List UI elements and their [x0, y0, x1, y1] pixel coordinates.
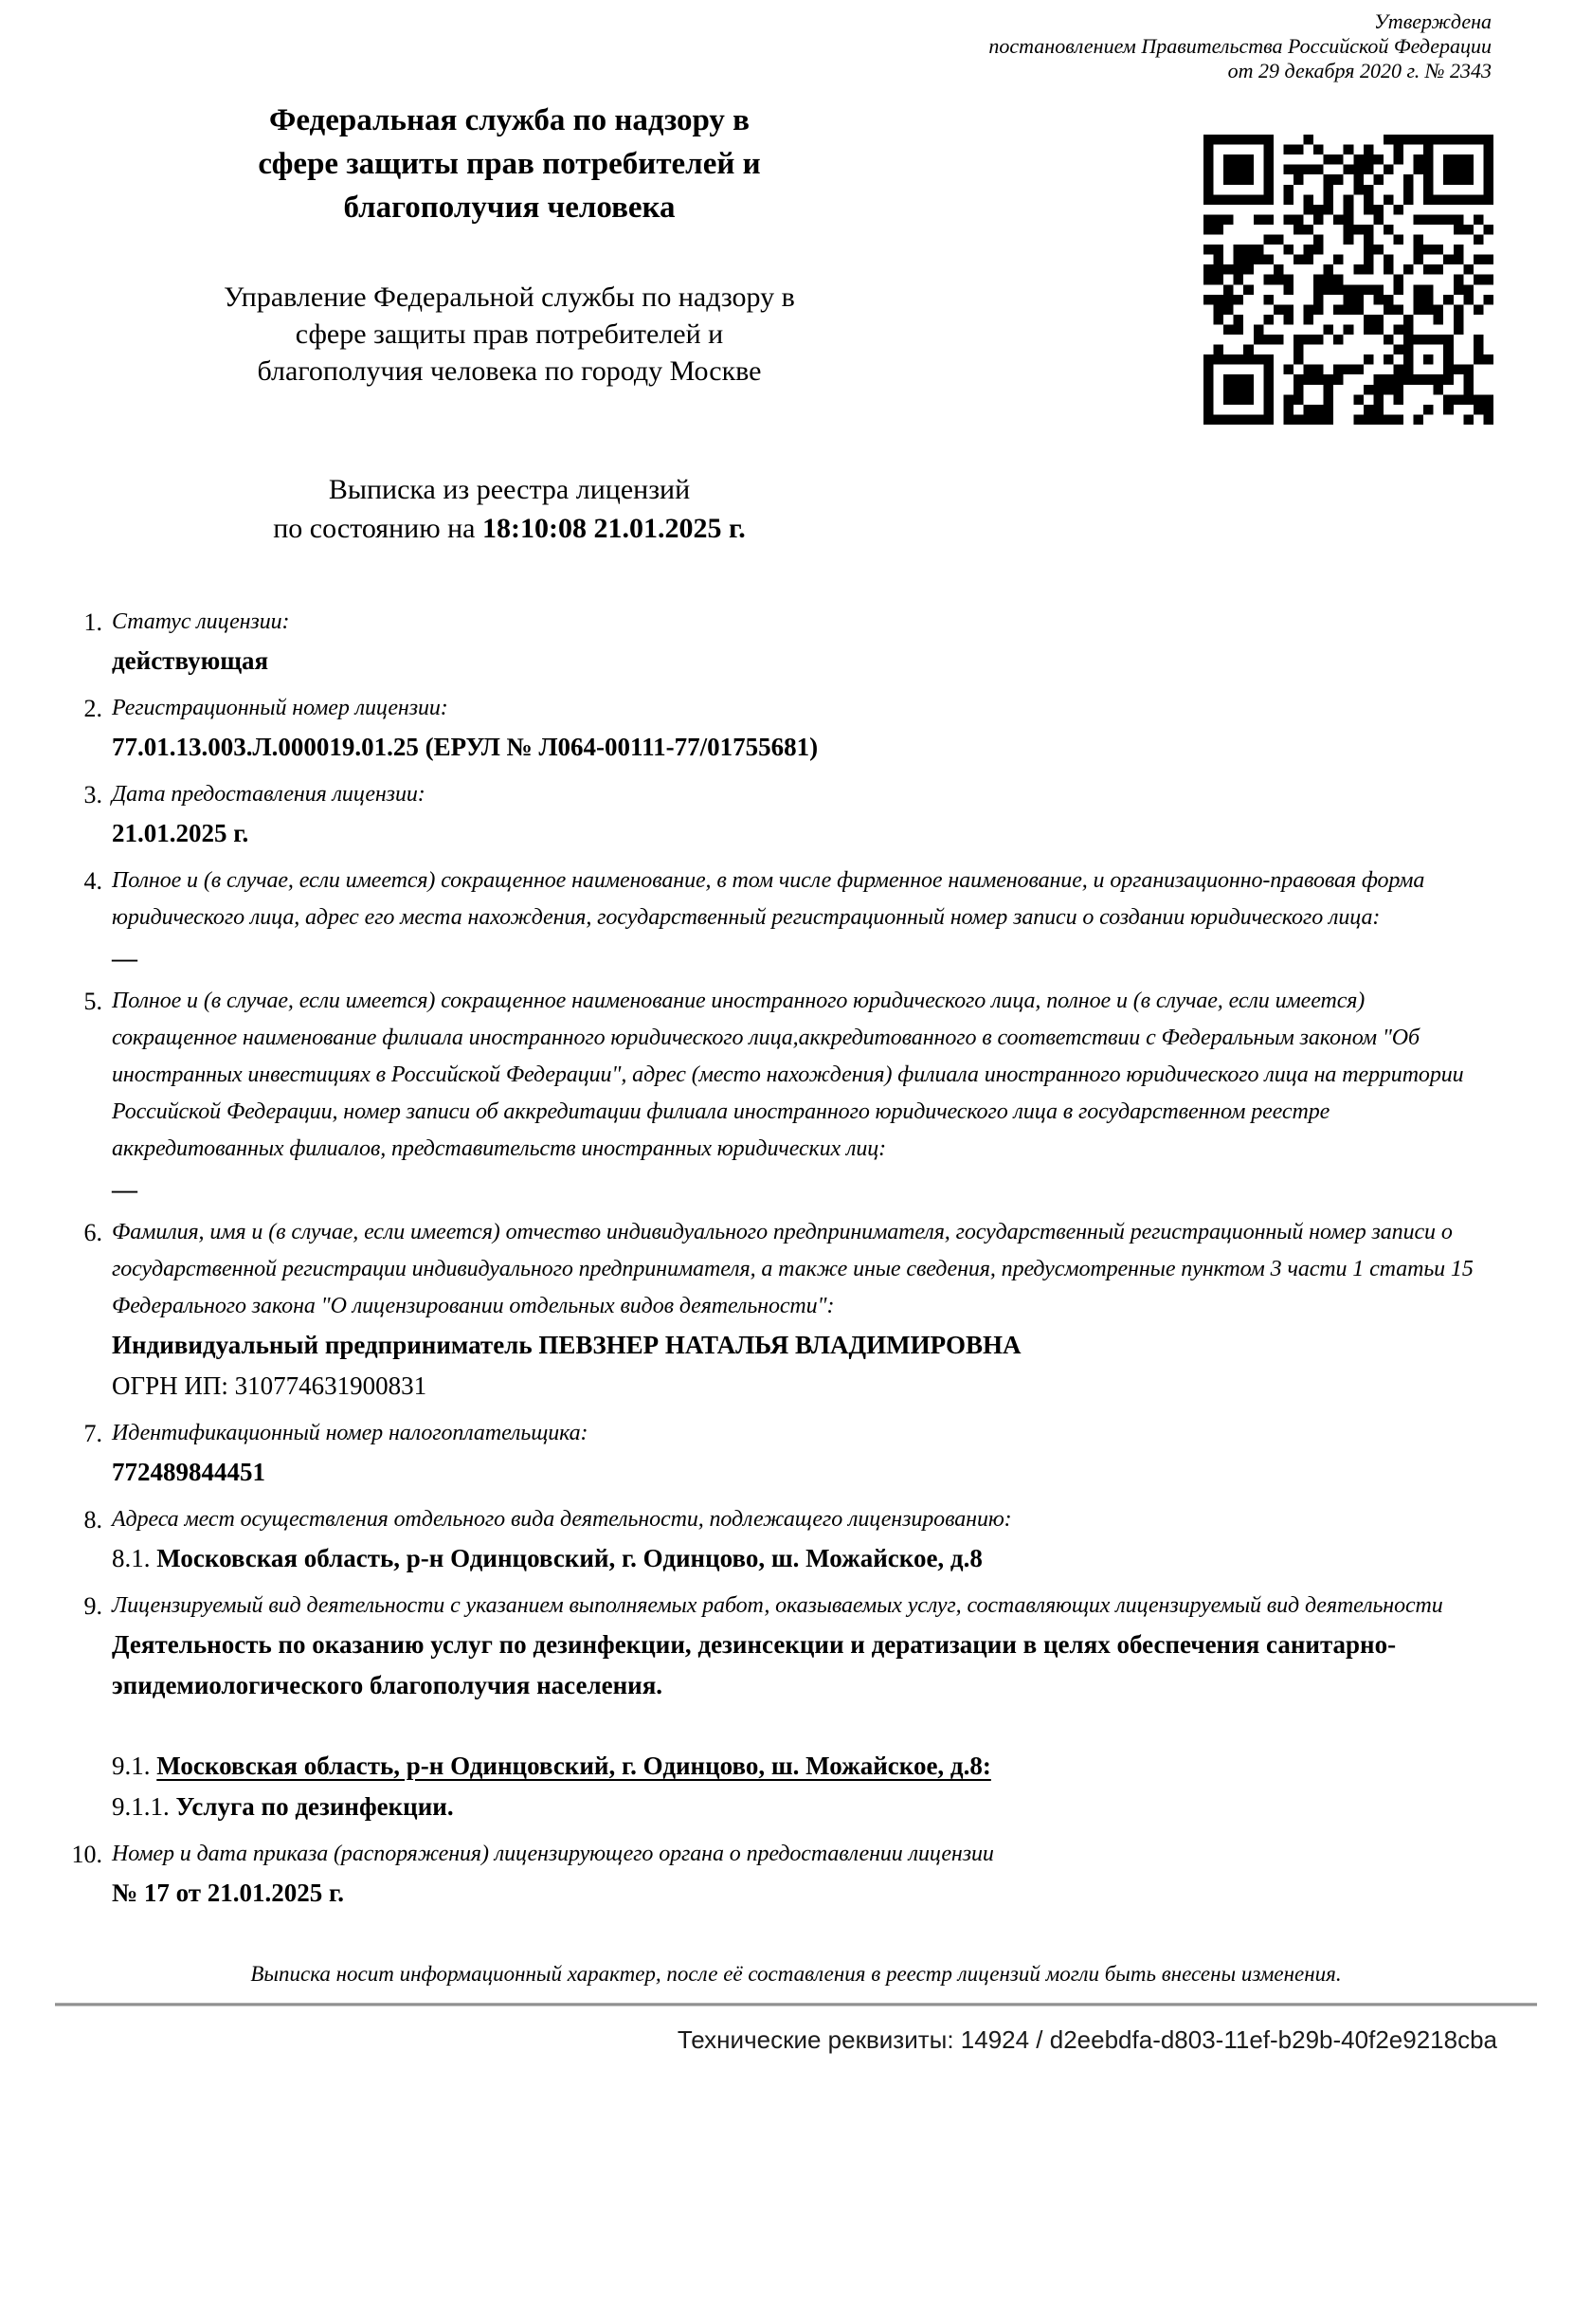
item-label: Лицензируемый вид деятельности с указанием выполняемых работ, оказываемых услуг, составляющих лицензируемый вид деятельности — [112, 1593, 1443, 1618]
item-label: Адреса мест осуществления отдельного вида деятельности, подлежащего лицензированию: — [112, 1507, 1012, 1532]
text-line: от 29 декабря 2020 г. № 2343 — [1227, 59, 1492, 82]
item-body — [112, 1501, 1493, 1579]
item-body — [112, 1836, 1493, 1914]
item-value-index: 9.1. — [112, 1752, 157, 1780]
item-value-text: Услуга по дезинфекции. — [175, 1792, 454, 1821]
item-number: 8. — [83, 1506, 102, 1534]
text-line: постановлением Правительства Российской Федерации — [988, 34, 1492, 58]
item-value-text: — — [112, 944, 137, 972]
item-number: 9. — [83, 1592, 102, 1620]
item-value — [112, 641, 1493, 681]
item-4 — [59, 862, 1493, 974]
item-number: 2. — [83, 695, 102, 722]
document-header — [81, 99, 938, 549]
item-value — [112, 1873, 1493, 1914]
item-9 — [59, 1588, 1493, 1827]
item-value — [112, 942, 1493, 974]
item-10 — [59, 1836, 1493, 1914]
agency-title — [81, 99, 938, 229]
footer-divider — [55, 2003, 1537, 2006]
item-7 — [59, 1415, 1493, 1493]
informational-note: Выписка носит информационный характер, после её составления в реестр лицензий могли быть внесены изменения. — [250, 1962, 1342, 1986]
item-number: 7. — [83, 1420, 102, 1447]
item-value-text: № 17 от 21.01.2025 г. — [112, 1879, 345, 1907]
document-title: Выписка из реестра лицензий — [328, 474, 691, 505]
item-number: 3. — [83, 781, 102, 808]
text-line: сфере защиты прав потребителей и — [295, 318, 724, 350]
item-value — [112, 813, 1493, 854]
item-body — [112, 983, 1493, 1206]
item-label: Полное и (в случае, если имеется) сокращенное наименование иностранного юридического лица, полное и (в случае, если имеется) сокращенное наименование филиала иностранного юридического лица,аккредитованного в соответствии с Федеральным законом "Об иностранных инвестициях в Российской Федерации", адрес (место нахождения) филиала иностранного юридического лица на территории Российской Федерации, номер записи об аккредитации филиала иностранного юридического лица в государственном реестре аккредитованных филиалов, представительств иностранных юридических лиц: — [112, 989, 1464, 1161]
item-value — [112, 1538, 1493, 1579]
item-body — [112, 1415, 1493, 1493]
item-label: Фамилия, имя и (в случае, если имеется) отчество индивидуального предпринимателя, государственный регистрационный номер записи о государственной регистрации индивидуального предпринимателя, а также иные сведения, предусмотренные пунктом 3 части 1 статьи 15 Федерального закона "О лицензировании отдельных видов деятельности": — [112, 1220, 1474, 1318]
text-line: Федеральная служба по надзору в — [268, 103, 751, 137]
item-value — [112, 1746, 1493, 1787]
item-number: 1. — [83, 608, 102, 636]
item-body — [112, 1588, 1493, 1827]
document-asof — [81, 509, 938, 549]
text-line: сфере защиты прав потребителей и — [258, 147, 761, 181]
item-number: 10. — [71, 1841, 102, 1868]
item-value-text: Деятельность по оказанию услуг по дезинфекции, дезинсекции и дератизации в целях обеспечения санитарно-эпидемиологического благополучия населения. — [112, 1630, 1397, 1699]
text-line: благополучия человека — [343, 191, 676, 225]
item-value-text: Московская область, р-н Одинцовский, г. Одинцово, ш. Можайское, д.8 — [156, 1544, 983, 1572]
item-number: 4. — [83, 867, 102, 895]
item-label: Статус лицензии: — [112, 609, 290, 634]
item-number: 6. — [83, 1219, 102, 1246]
license-items — [59, 604, 1493, 1914]
technical-requisites: Технические реквизиты: 14924 / d2eebdfa-d803-11ef-b29b-40f2e9218cba — [677, 2025, 1497, 2054]
item-5 — [59, 983, 1493, 1206]
item-1 — [59, 604, 1493, 681]
item-value-text: действующая — [112, 646, 269, 675]
item-3 — [59, 776, 1493, 854]
item-label: Идентификационный номер налогоплательщика: — [112, 1421, 588, 1445]
item-label: Регистрационный номер лицензии: — [112, 696, 448, 720]
item-label: Полное и (в случае, если имеется) сокращенное наименование, в том числе фирменное наименование, и организационно-правовая форма юридического лица, адрес его места нахождения, государственный регистрационный номер записи о создании юридического лица: — [112, 868, 1425, 930]
approval-stamp — [0, 0, 1592, 83]
item-value-text: ОГРН ИП: 310774631900831 — [112, 1371, 427, 1400]
item-8 — [59, 1501, 1493, 1579]
item-body — [112, 604, 1493, 681]
text-line: благополучия человека по городу Москве — [257, 355, 762, 387]
item-value-text: 77.01.13.003.Л.000019.01.25 (ЕРУЛ № Л064-00111-77/01755681) — [112, 733, 819, 761]
item-value — [112, 1325, 1493, 1366]
item-value — [112, 1625, 1493, 1706]
text-line: Управление Федеральной службы по надзору в — [224, 281, 795, 313]
item-value — [112, 1173, 1493, 1206]
item-body — [112, 1214, 1493, 1407]
item-value — [112, 1452, 1493, 1493]
item-value — [112, 1366, 1493, 1407]
item-value-text: 772489844451 — [112, 1458, 265, 1486]
item-6 — [59, 1214, 1493, 1407]
text-line: Утверждена — [1374, 9, 1492, 33]
item-value-text: Индивидуальный предприниматель ПЕВЗНЕР НАТАЛЬЯ ВЛАДИМИРОВНА — [112, 1331, 1022, 1359]
item-value — [112, 1787, 1493, 1827]
issuing-department — [81, 279, 938, 390]
item-value — [112, 727, 1493, 768]
item-body — [112, 776, 1493, 854]
item-value-text: — — [112, 1175, 137, 1204]
asof-prefix: по состоянию на — [273, 513, 483, 544]
item-value-index: 9.1.1. — [112, 1792, 176, 1821]
item-body — [112, 862, 1493, 974]
item-value-text: 21.01.2025 г. — [112, 819, 249, 847]
asof-datetime: 18:10:08 21.01.2025 г. — [482, 513, 746, 544]
item-value-text: Московская область, р-н Одинцовский, г. Одинцово, ш. Можайское, д.8: — [156, 1752, 991, 1780]
item-number: 5. — [83, 988, 102, 1015]
qr-code — [1203, 135, 1493, 425]
item-2 — [59, 690, 1493, 768]
item-label: Номер и дата приказа (распоряжения) лицензирующего органа о предоставлении лицензии — [112, 1842, 994, 1866]
item-body — [112, 690, 1493, 768]
item-label: Дата предоставления лицензии: — [112, 782, 425, 807]
item-value-index: 8.1. — [112, 1544, 157, 1572]
